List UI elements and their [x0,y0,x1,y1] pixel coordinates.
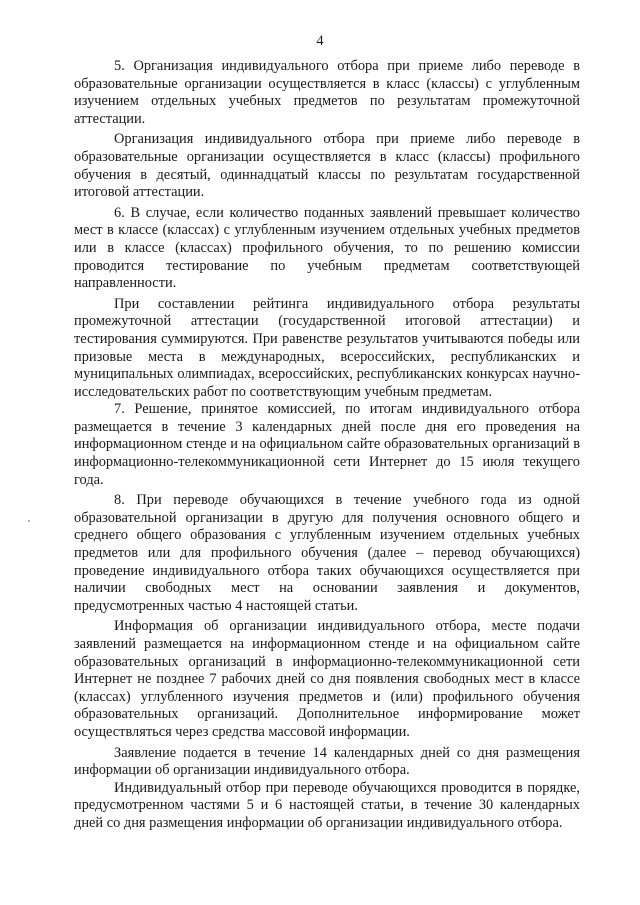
paragraph-5-individual-selection: 5. Организация индивидуального отбора при приеме либо переводе в образовательные организации осуществляется в класс (классы) с углубленным изучением отдельных учебных предметов по результатам промежуточной аттестации. [74,58,580,127]
document-body [74,58,580,833]
paragraph-7-decision: 7. Решение, принятое комиссией, по итогам индивидуального отбора размещается в течение 3 календарных дней после дня его проведения на информационном стенде и на официальном сайте образовательных организаций в информационно-телекоммуникационной сети Интернет до 15 июля текущего года. [74,401,580,488]
paragraph-rating: При составлении рейтинга индивидуального отбора результаты промежуточной аттестации (государственной итоговой аттестации) и тестирования суммируются. При равенстве результатов учитываются победы или призовые места в международных, всероссийских, республиканских и муниципальных олимпиадах, всероссийских, республиканских конкурсах научно-исследовательских работ по соответствующим учебным предметам. [74,295,580,400]
paragraph-6-testing: 6. В случае, если количество поданных заявлений превышает количество мест в классе (классах) с углубленным изучением отдельных учебных предметов или в классе (классах) профильного обучения, то по решению комиссии проводится тестирование по учебным предметам соответствующей направленности. [74,204,580,292]
paragraph-transfer-procedure: Индивидуальный отбор при переводе обучающихся проводится в порядке, предусмотренном частями 5 и 6 настоящей статьи, в течение 30 календарных дней со дня размещения информации об организации индивидуального отбора. [74,779,580,831]
paragraph-profile-classes: Организация индивидуального отбора при приеме либо переводе в образовательные организации осуществляется в класс (классы) профильного обучения в десятый, одиннадцатый классы по результатам государственной итоговой аттестации. [74,131,580,201]
scan-speck [28,520,30,522]
paragraph-information-publication: Информация об организации индивидуального отбора, месте подачи заявлений размещается на информационном стенде и на официальном сайте образовательных организаций в информационно-телекоммуникационной сети Интернет не позднее 7 рабочих дней со дня появления свободных мест в классе (классах) углубленного изучения предметов и (или) профильного обучения образовательных организаций. Дополнительное информирование может осуществляться через средства массовой информации. [74,618,580,740]
paragraph-application-deadline: Заявление подается в течение 14 календарных дней со дня размещения информации об организации индивидуального отбора. [74,744,580,779]
page-number: 4 [316,33,324,49]
paragraph-8-transfer: 8. При переводе обучающихся в течение учебного года из одной образовательной организации в другую для получения основного общего и среднего общего образования с углубленным изучением отдельных учебных предметов или для профильного обучения (далее – перевод обучающихся) проведение индивидуального отбора таких обучающихся осуществляется при наличии свободных мест на основании заявления и документов, предусмотренных частью 4 настоящей статьи. [74,492,580,614]
